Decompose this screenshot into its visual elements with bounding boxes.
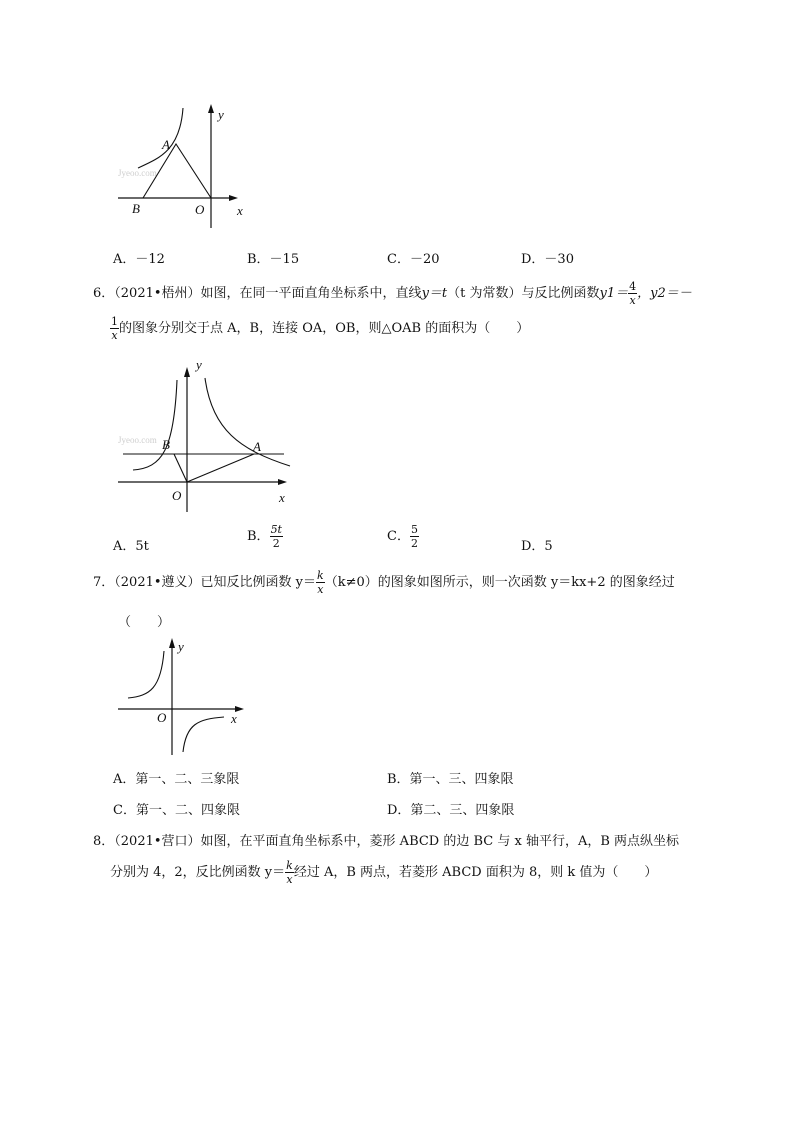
q5-label-a: A <box>162 137 170 152</box>
q8-number: 8． <box>93 834 115 849</box>
q7-label-y: y <box>178 639 184 654</box>
q7-frac: $\frac{k}{x}$ <box>317 569 324 596</box>
q8-line1: 如图，在平面直角坐标系中，菱形 ABCD 的边 BC 与 x 轴平行，A，B 两点纵坐标 <box>200 834 680 849</box>
q5-label-o: O <box>195 202 205 217</box>
q6-label-x: x <box>279 490 285 505</box>
q6-frac1: $\frac{4}{x}$ <box>629 280 637 307</box>
q7-y-arrow <box>169 638 175 648</box>
q7-paren: （ ） <box>118 615 171 630</box>
q5-option-c[interactable]: C．－20 <box>387 252 440 267</box>
q5-label-b: B <box>132 201 140 216</box>
q8-frac: $\frac{k}{x}$ <box>286 859 293 886</box>
q6-label-o: O <box>172 488 182 503</box>
q6-label-a: A <box>253 439 261 454</box>
q5-label-y: y <box>218 107 224 122</box>
q5-label-x: x <box>237 203 243 218</box>
q6-option-d[interactable]: D．5 <box>521 539 553 554</box>
q6-option-b[interactable]: B． $\frac{5t}{2}$ <box>247 523 282 550</box>
q5-option-b[interactable]: B．－15 <box>247 252 300 267</box>
q6-frac2: $\frac{1}{x}$ <box>111 315 118 342</box>
q6-label-y: y <box>196 357 202 372</box>
q6-t-note: （t 为常数）与反比例函数 <box>447 286 600 301</box>
q8-line2-part2: 经过 A，B 两点，若菱形 ABCD 面积为 8，则 k 值为（ ） <box>293 865 658 880</box>
q7-number: 7． <box>93 575 115 590</box>
q7-text-part1: 已知反比例函数 y＝ <box>200 575 317 590</box>
q7-option-b[interactable]: B．第一、三、四象限 <box>387 772 514 787</box>
q8-tag: （2021•营口） <box>114 834 201 849</box>
q8-line2-part1: 分别为 4，2，反比例函数 y＝ <box>110 865 286 880</box>
q8-stem-line2 <box>110 860 657 885</box>
q5-option-d[interactable]: D．－30 <box>521 252 574 267</box>
q6-watermark: Jyeoo.com <box>118 435 157 445</box>
q7-text-part2: （k≠0）的图象如图所示，则一次函数 y＝kx+2 的图象经过 <box>324 575 675 590</box>
q6-tag: （2021•梧州） <box>114 286 201 301</box>
q7-tag: （2021•遵义） <box>114 575 201 590</box>
q8-stem-line1 <box>93 830 679 849</box>
q6-number: 6． <box>93 286 115 301</box>
q6-option-c[interactable]: C． $\frac{5}{2}$ <box>387 523 418 550</box>
q7-option-d[interactable]: D．第二、三、四象限 <box>387 803 515 818</box>
q6-line-expr: y＝t <box>421 286 448 301</box>
q5-watermark: Jyeoo.com <box>118 168 157 178</box>
q6-text-part1: 如图，在同一平面直角坐标系中，直线 <box>200 286 422 301</box>
q6-label-b: B <box>162 437 170 452</box>
q7-option-c[interactable]: C．第一、二、四象限 <box>113 803 240 818</box>
q7-hyperbola-right <box>183 717 224 752</box>
q6-y1: y1＝ <box>599 286 629 301</box>
q7-hyperbola-left <box>128 651 164 698</box>
q7-option-a[interactable]: A．第一、二、三象限 <box>113 772 240 787</box>
q5-option-a[interactable]: A．－12 <box>113 252 165 267</box>
q6-text-part2: 的图象分别交于点 A，B，连接 OA，OB，则△OAB 的面积为（ ） <box>119 321 530 336</box>
q7-label-o: O <box>157 710 167 725</box>
q6-y2: ，y2＝－ <box>637 286 692 301</box>
q6-option-a[interactable]: A．5t <box>113 539 149 554</box>
q7-label-x: x <box>231 711 237 726</box>
